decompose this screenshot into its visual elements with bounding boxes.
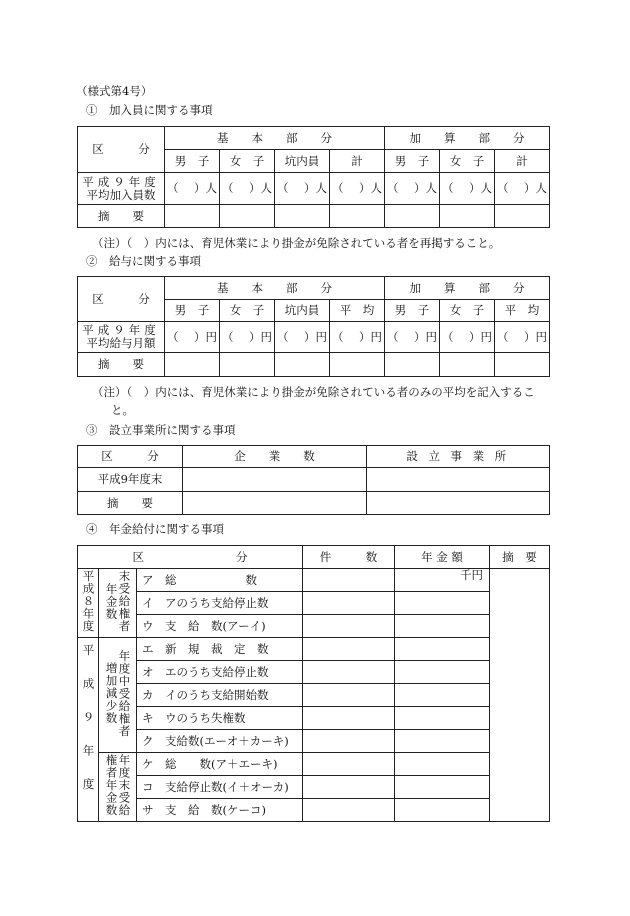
fy9-end-text: 年度末受給権者年金数 [104, 754, 132, 817]
row-sa: サ 支 給 数(ケーコ) [137, 799, 303, 822]
open-paren: （ [387, 181, 399, 195]
input-cell[interactable] [395, 776, 490, 799]
tekiyo-label: 摘 要 [78, 353, 165, 377]
tekiyo-header: 摘 要 [490, 546, 550, 569]
input-cell[interactable] [220, 353, 275, 377]
open-paren: （ [277, 181, 289, 195]
input-cell[interactable] [395, 592, 490, 615]
input-cell[interactable] [303, 615, 395, 638]
input-cell[interactable] [303, 799, 395, 822]
row-o: オ エのうち支給停止数 [137, 661, 303, 684]
tekiyo-label: 摘 要 [78, 205, 165, 228]
open-paren: （ [497, 181, 509, 195]
kubun-header: 区 分 [78, 546, 303, 569]
unit-label: ）円 [304, 329, 327, 344]
unit-label: ）円 [359, 329, 382, 344]
input-cell[interactable] [495, 322, 550, 353]
input-cell[interactable] [330, 353, 385, 377]
row-i: イ アのうち支給停止数 [137, 592, 303, 615]
input-cell[interactable] [183, 468, 367, 492]
row-ku: ク 支給数(エーオ＋カーキ) [137, 730, 303, 753]
input-cell[interactable] [495, 353, 550, 377]
input-cell[interactable] [395, 753, 490, 776]
kubun-header: 区 分 [78, 277, 165, 322]
col-female: 女 子 [220, 150, 275, 173]
kihon-header: 基 本 部 分 [165, 277, 385, 300]
input-cell[interactable] [395, 661, 490, 684]
input-cell[interactable] [303, 638, 395, 661]
col-average: 平 均 [330, 300, 385, 322]
input-cell[interactable] [395, 684, 490, 707]
kihon-header: 基 本 部 分 [165, 127, 385, 150]
input-cell[interactable] [385, 205, 440, 228]
input-cell[interactable] [385, 353, 440, 377]
fy8-text: 平成８年度 [81, 570, 96, 633]
section-4-title: ④ 年金給付に関する事項 [86, 522, 224, 536]
input-cell[interactable] [275, 205, 330, 228]
unit-label: ）人 [249, 181, 272, 195]
input-cell[interactable] [165, 322, 220, 353]
input-cell[interactable] [330, 173, 385, 205]
input-cell[interactable] [275, 173, 330, 205]
fy-end-label: 平成9年度末 [78, 468, 183, 492]
section-1-note: （注）（ ）内には、育児休業により掛金が免除されている者を再掲すること。 [92, 236, 501, 250]
row-label-line1: 平成９年度 [82, 174, 160, 189]
row-ka: カ イのうち支給開始数 [137, 684, 303, 707]
input-cell[interactable] [303, 753, 395, 776]
input-cell[interactable] [385, 173, 440, 205]
input-cell[interactable] [395, 569, 490, 592]
kasan-header: 加 算 部 分 [385, 277, 550, 300]
kigyou-header: 企 業 数 [183, 446, 367, 468]
col-miner: 坑内員 [275, 150, 330, 173]
col-miner: 坑内員 [275, 300, 330, 322]
section-2-note-line2: と。 [111, 403, 134, 417]
unit-label: ）円 [469, 329, 492, 344]
col-average: 平 均 [495, 300, 550, 322]
membership-table [77, 126, 550, 228]
kasan-header: 加 算 部 分 [385, 127, 550, 150]
input-cell[interactable] [303, 730, 395, 753]
open-paren: （ [387, 329, 399, 344]
input-cell[interactable] [440, 353, 495, 377]
input-cell[interactable] [367, 468, 550, 492]
tekiyo-label: 摘 要 [78, 492, 183, 515]
col-female: 女 子 [440, 150, 495, 173]
section-3-title: ③ 設立事業所に関する事項 [86, 423, 236, 437]
input-cell[interactable] [395, 799, 490, 822]
col-male: 男 子 [165, 300, 220, 322]
input-cell[interactable] [330, 322, 385, 353]
open-paren: （ [277, 329, 289, 344]
jigyousho-header: 設 立 事 業 所 [367, 446, 550, 468]
fy8-sub-label [99, 569, 137, 638]
fy9-mid-label [99, 638, 137, 753]
fy8-sub-text: 末受給権者年金数 [104, 570, 132, 633]
pension-table [77, 545, 550, 822]
salary-table [77, 276, 550, 377]
row-ko: コ 支給停止数(イ＋オーカ) [137, 776, 303, 799]
col-male: 男 子 [385, 300, 440, 322]
tekiyo-cell[interactable] [490, 569, 550, 822]
col-male: 男 子 [385, 150, 440, 173]
row-a: ア 総 数 [137, 569, 303, 592]
col-total: 計 [330, 150, 385, 173]
fy8-label [78, 569, 99, 638]
kubun-header: 区 分 [78, 446, 183, 468]
unit-label: ）人 [524, 181, 548, 195]
input-cell[interactable] [395, 730, 490, 753]
input-cell[interactable] [303, 592, 395, 615]
input-cell[interactable] [440, 205, 495, 228]
nenkingaku-header: 年 金 額 [395, 546, 490, 569]
unit-label: ）人 [194, 181, 217, 195]
unit-label: ）人 [414, 181, 437, 195]
open-paren: （ [222, 329, 234, 344]
open-paren: （ [497, 329, 509, 344]
input-cell[interactable] [303, 707, 395, 730]
input-cell[interactable] [220, 205, 275, 228]
col-female: 女 子 [440, 300, 495, 322]
form-label: （様式第4号） [76, 84, 153, 98]
fy9-label [78, 638, 99, 822]
open-paren: （ [332, 329, 344, 344]
col-female: 女 子 [220, 300, 275, 322]
input-cell[interactable] [303, 661, 395, 684]
input-cell[interactable] [303, 684, 395, 707]
input-cell[interactable] [275, 322, 330, 353]
row-label-line2: 平均給与月額 [86, 336, 156, 350]
input-cell[interactable] [367, 492, 550, 515]
input-cell[interactable] [303, 569, 395, 592]
input-cell[interactable] [395, 707, 490, 730]
input-cell[interactable] [220, 173, 275, 205]
open-paren: （ [167, 181, 179, 195]
row-avg-salary-label [78, 322, 165, 353]
fy9-end-label [99, 753, 137, 822]
input-cell[interactable] [495, 173, 550, 205]
unit-label: ）人 [359, 181, 382, 195]
input-cell[interactable] [440, 173, 495, 205]
establishment-table [77, 445, 550, 515]
input-cell[interactable] [330, 205, 385, 228]
open-paren: （ [222, 181, 234, 195]
row-label-line1: 平成９年度 [82, 323, 160, 337]
input-cell[interactable] [220, 322, 275, 353]
unit-label: ）円 [414, 329, 437, 344]
input-cell[interactable] [303, 776, 395, 799]
input-cell[interactable] [165, 173, 220, 205]
col-male: 男 子 [165, 150, 220, 173]
input-cell[interactable] [395, 638, 490, 661]
row-ke: ケ 総 数(ア＋エーキ) [137, 753, 303, 776]
row-ki: キ ウのうち失権数 [137, 707, 303, 730]
unit-label: ）人 [469, 181, 492, 195]
input-cell[interactable] [165, 205, 220, 228]
fy9-text: 平成９年度 [81, 644, 96, 812]
section-1-title: ① 加入員に関する事項 [86, 103, 213, 117]
input-cell[interactable] [275, 353, 330, 377]
input-cell[interactable] [495, 205, 550, 228]
input-cell[interactable] [385, 322, 440, 353]
input-cell[interactable] [183, 492, 367, 515]
open-paren: （ [167, 329, 179, 344]
unit-label: ）円 [194, 329, 217, 344]
kensu-header: 件 数 [303, 546, 395, 569]
section-2-title: ② 給与に関する事項 [86, 254, 201, 268]
input-cell[interactable] [165, 353, 220, 377]
row-label-line2: 平均加入員数 [86, 187, 156, 202]
yen-unit: 千円 [460, 568, 484, 582]
fy9-mid-text: 年度中受給権者増加減少数 [104, 649, 132, 738]
row-e: エ 新 規 裁 定 数 [137, 638, 303, 661]
unit-label: ）人 [304, 181, 327, 195]
input-cell[interactable] [440, 322, 495, 353]
row-u: ウ 支 給 数(アーイ) [137, 615, 303, 638]
col-total: 計 [495, 150, 550, 173]
open-paren: （ [442, 329, 454, 344]
unit-label: ）円 [249, 329, 272, 344]
open-paren: （ [442, 181, 454, 195]
open-paren: （ [332, 181, 344, 195]
row-avg-members-label [78, 173, 165, 205]
section-2-note-line1: （注）（ ）内には、育児休業により掛金が免除されている者のみの平均を記入するこ [92, 385, 535, 399]
kubun-header: 区 分 [78, 127, 165, 173]
unit-label: ）円 [524, 329, 548, 344]
input-cell[interactable] [395, 615, 490, 638]
